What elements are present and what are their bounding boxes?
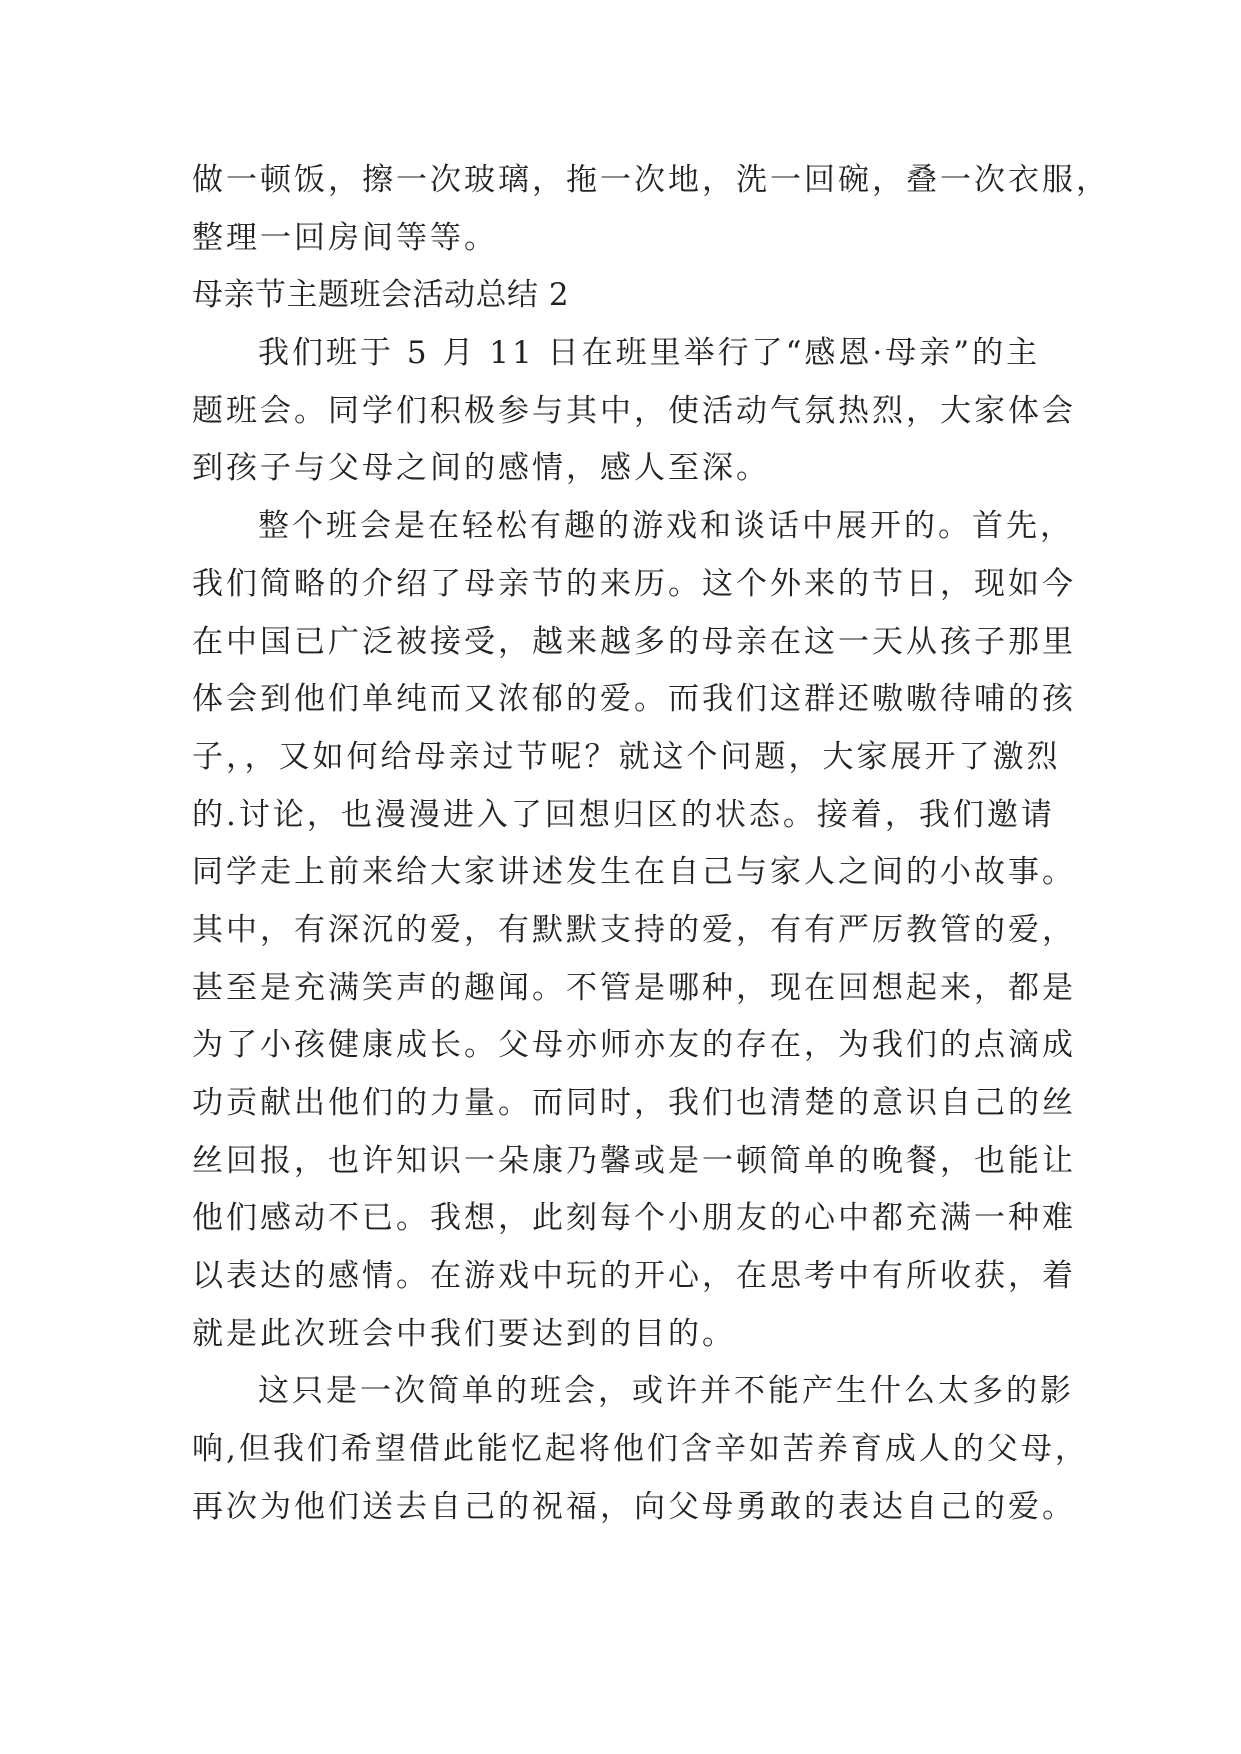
text-line: 的.讨论，也漫漫进入了回想归区的状态。接着，我们邀请 bbox=[192, 796, 1055, 833]
text-line: 体会到他们单纯而又浓郁的爱。而我们这群还嗷嗷待哺的孩 bbox=[192, 681, 1076, 718]
text-line: 他们感动不已。我想，此刻每个小朋友的心中都充满一种难 bbox=[192, 1200, 1076, 1237]
document-page bbox=[192, 152, 1110, 1537]
text-line: 子，，又如何给母亲过节呢？就这个问题，大家展开了激烈 bbox=[192, 738, 1061, 775]
text-line: 丝回报，也许知识一朵康乃馨或是一顿简单的晚餐，也能让 bbox=[192, 1142, 1076, 1179]
paragraph-first-line: 这只是一次简单的班会，或许并不能产生什么太多的影 bbox=[258, 1373, 1074, 1410]
text-line: 到孩子与父母之间的感情，感人至深。 bbox=[192, 450, 770, 487]
text-line: 在中国已广泛被接受，越来越多的母亲在这一天从孩子那里 bbox=[192, 623, 1076, 660]
text-line: 同学走上前来给大家讲述发生在自己与家人之间的小故事。 bbox=[192, 854, 1076, 891]
text-line: 我们简略的介绍了母亲节的来历。这个外来的节日，现如今 bbox=[192, 565, 1076, 602]
text-line: 功贡献出他们的力量。而同时，我们也清楚的意识自己的丝 bbox=[192, 1085, 1076, 1121]
text-line: 以表达的感情。在游戏中玩的开心，在思考中有所收获，着 bbox=[192, 1258, 1076, 1295]
text-line: 再次为他们送去自己的祝福，向父母勇敢的表达自己的爱。 bbox=[192, 1488, 1076, 1525]
text-line: 题班会。同学们积极参与其中，使活动气氛热烈，大家体会 bbox=[192, 392, 1076, 429]
text-line: 就是此次班会中我们要达到的目的。 bbox=[192, 1315, 736, 1352]
section-heading: 母亲节主题班会活动总结 2 bbox=[192, 277, 570, 314]
paragraph-first-line: 我们班于 5 月 11 日在班里举行了“感恩·母亲”的主 bbox=[258, 335, 1041, 372]
text-line: 甚至是充满笑声的趣闻。不管是哪种，现在回想起来，都是 bbox=[192, 969, 1076, 1006]
paragraph-first-line: 整个班会是在轻松有趣的游戏和谈话中展开的。首先， bbox=[258, 508, 1074, 545]
text-line: 整理一回房间等等。 bbox=[192, 219, 498, 256]
text-line: 做一顿饭，擦一次玻璃，拖一次地，洗一回碗，叠一次衣服， bbox=[192, 162, 1110, 198]
text-line: 为了小孩健康成长。父母亦师亦友的存在，为我们的点滴成 bbox=[192, 1027, 1076, 1064]
text-line: 响,但我们希望借此能忆起将他们含辛如苦养育成人的父母， bbox=[192, 1431, 1089, 1468]
text-line: 其中，有深沉的爱，有默默支持的爱，有有严厉教管的爱， bbox=[192, 911, 1076, 948]
